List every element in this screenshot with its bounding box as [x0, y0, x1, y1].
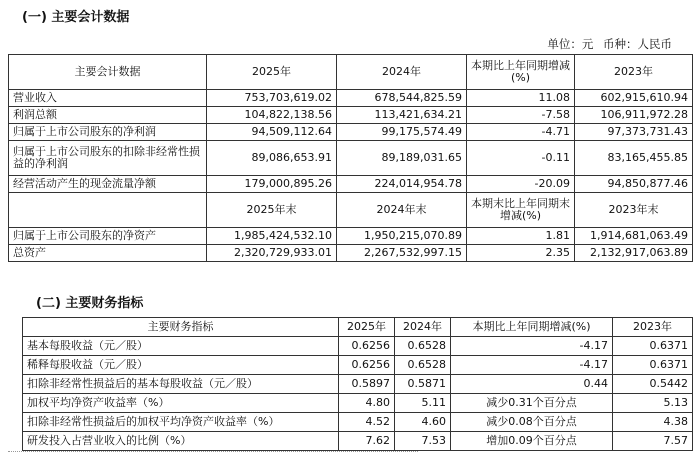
header-cell: 2023年末 [575, 193, 693, 228]
value-2023: 0.5442 [613, 375, 693, 394]
table-row [23, 337, 693, 356]
change-value: 2.35 [467, 245, 575, 262]
header-cell: 2023年 [575, 55, 693, 90]
table-header-row [23, 318, 693, 337]
value-2023: 83,165,455.85 [575, 141, 693, 176]
value-2023: 97,373,731.43 [575, 124, 693, 141]
change-value: 减少0.08个百分点 [451, 413, 613, 432]
row-label: 研发投入占营业收入的比例（%） [23, 432, 339, 451]
value-2024: 224,014,954.78 [337, 176, 467, 193]
value-2024: 0.6528 [395, 356, 451, 375]
value-2024: 89,189,031.65 [337, 141, 467, 176]
value-2025: 4.52 [339, 413, 395, 432]
change-value: 1.81 [467, 228, 575, 245]
change-value: -0.11 [467, 141, 575, 176]
header-cell: 2025年 [339, 318, 395, 337]
row-label: 营业收入 [9, 90, 207, 107]
value-2024: 2,267,532,997.15 [337, 245, 467, 262]
value-2025: 4.80 [339, 394, 395, 413]
value-2025: 89,086,653.91 [207, 141, 337, 176]
value-2025: 0.6256 [339, 337, 395, 356]
header-cell: 主要财务指标 [23, 318, 339, 337]
value-2024: 4.60 [395, 413, 451, 432]
table-row [23, 394, 693, 413]
table-row [9, 245, 693, 262]
value-2023: 0.6371 [613, 356, 693, 375]
row-label: 扣除非经常性损益后的加权平均净资产收益率（%） [23, 413, 339, 432]
row-label: 归属于上市公司股东的扣除非经常性损益的净利润 [9, 141, 207, 176]
row-label: 归属于上市公司股东的净资产 [9, 228, 207, 245]
change-value: 11.08 [467, 90, 575, 107]
value-2025: 0.5897 [339, 375, 395, 394]
value-2025: 7.62 [339, 432, 395, 451]
value-2025: 2,320,729,933.01 [207, 245, 337, 262]
table-subheader-row [9, 193, 693, 228]
unit-currency-line [541, 36, 672, 52]
value-2025: 0.6256 [339, 356, 395, 375]
value-2024: 5.11 [395, 394, 451, 413]
value-2025: 1,985,424,532.10 [207, 228, 337, 245]
value-2023: 7.57 [613, 432, 693, 451]
value-2025: 753,703,619.02 [207, 90, 337, 107]
change-value: 减少0.31个百分点 [451, 394, 613, 413]
header-cell: 2024年 [395, 318, 451, 337]
table-row [9, 176, 693, 193]
value-2024: 1,950,215,070.89 [337, 228, 467, 245]
value-2023: 4.38 [613, 413, 693, 432]
header-cell: 2024年 [337, 55, 467, 90]
header-cell: 2024年末 [337, 193, 467, 228]
value-2024: 0.5871 [395, 375, 451, 394]
row-label: 归属于上市公司股东的净利润 [9, 124, 207, 141]
value-2024: 678,544,825.59 [337, 90, 467, 107]
value-2024: 7.53 [395, 432, 451, 451]
table-row [23, 375, 693, 394]
change-value: -4.17 [451, 337, 613, 356]
header-cell: 本期比上年同期增减(%) [451, 318, 613, 337]
value-2024: 0.6528 [395, 337, 451, 356]
table-row [9, 124, 693, 141]
section2-title: (二) 主要财务指标 [36, 296, 144, 311]
row-label: 利润总额 [9, 107, 207, 124]
table-row [9, 228, 693, 245]
value-2025: 94,509,112.64 [207, 124, 337, 141]
value-2023: 2,132,917,063.89 [575, 245, 693, 262]
change-value: 增加0.09个百分点 [451, 432, 613, 451]
table-row [23, 356, 693, 375]
row-label: 基本每股收益（元／股） [23, 337, 339, 356]
value-2025: 179,000,895.26 [207, 176, 337, 193]
value-2023: 1,914,681,063.49 [575, 228, 693, 245]
table-row [9, 141, 693, 176]
row-label: 扣除非经常性损益后的基本每股收益（元／股） [23, 375, 339, 394]
value-2024: 99,175,574.49 [337, 124, 467, 141]
value-2023: 5.13 [613, 394, 693, 413]
section1-title: (一) 主要会计数据 [22, 10, 130, 25]
value-2023: 602,915,610.94 [575, 90, 693, 107]
change-value: -7.58 [467, 107, 575, 124]
table-header-row [9, 55, 693, 90]
financial-indicators-table [22, 317, 693, 451]
header-cell: 本期比上年同期增减(%) [467, 55, 575, 90]
header-cell: 主要会计数据 [9, 55, 207, 90]
table-row [9, 90, 693, 107]
change-value: -4.17 [451, 356, 613, 375]
unit-label: 单位：元 [547, 37, 594, 51]
header-cell: 2023年 [613, 318, 693, 337]
row-label: 经营活动产生的现金流量净额 [9, 176, 207, 193]
value-2023: 94,850,877.46 [575, 176, 693, 193]
header-cell: 本期末比上年同期末增减(%) [467, 193, 575, 228]
header-cell: 2025年末 [207, 193, 337, 228]
value-2024: 113,421,634.21 [337, 107, 467, 124]
currency-label: 币种：人民币 [603, 37, 672, 51]
change-value: 0.44 [451, 375, 613, 394]
header-cell: 2025年 [207, 55, 337, 90]
value-2025: 104,822,138.56 [207, 107, 337, 124]
row-label: 稀释每股收益（元／股） [23, 356, 339, 375]
table-row [9, 107, 693, 124]
truncated-text-edge [8, 448, 692, 454]
change-value: -4.71 [467, 124, 575, 141]
row-label: 总资产 [9, 245, 207, 262]
table-row [23, 413, 693, 432]
value-2023: 106,911,972.28 [575, 107, 693, 124]
cut-line [8, 451, 418, 453]
value-2023: 0.6371 [613, 337, 693, 356]
accounting-data-table [8, 54, 693, 262]
change-value: -20.09 [467, 176, 575, 193]
header-cell [9, 193, 207, 228]
row-label: 加权平均净资产收益率（%） [23, 394, 339, 413]
